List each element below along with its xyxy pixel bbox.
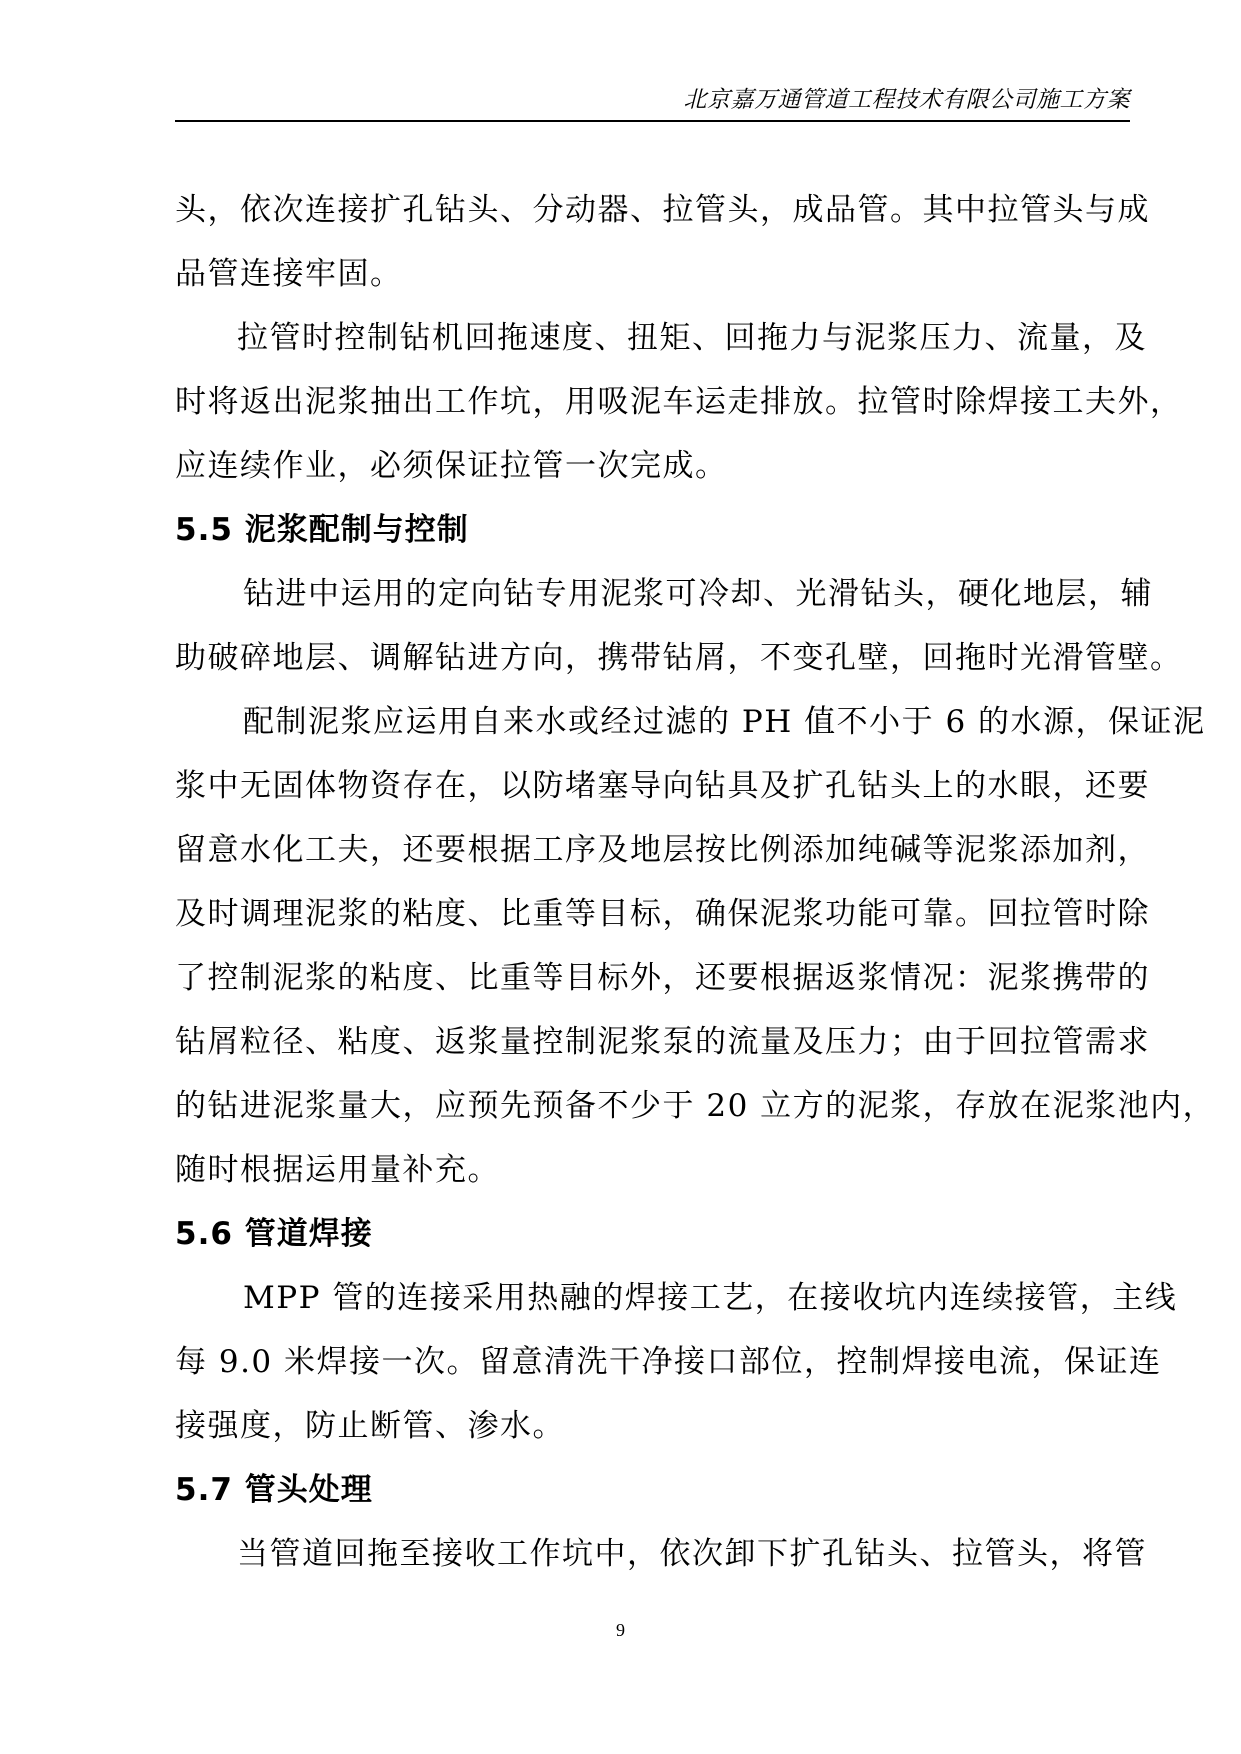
paragraph-line: MPP 管的连接采用热融的焊接工艺，在接收坑内连续接管，主线	[243, 1280, 1178, 1316]
page-number: 9	[616, 1620, 625, 1640]
paragraph-line: 浆中无固体物资存在，以防堵塞导向钻具及扩孔钻头上的水眼，还要	[175, 768, 1150, 804]
paragraph-line: 时将返出泥浆抽出工作坑，用吸泥车运走排放。拉管时除焊接工夫外，	[175, 384, 1183, 420]
paragraph-line: 了控制泥浆的粘度、比重等目标外，还要根据返浆情况：泥浆携带的	[175, 960, 1150, 996]
section-heading-5-7: 5.7 管头处理	[175, 1472, 373, 1508]
paragraph-line: 头，依次连接扩孔钻头、分动器、拉管头，成品管。其中拉管头与成	[175, 192, 1150, 228]
paragraph-line: 品管连接牢固。	[175, 256, 403, 292]
page-header	[175, 82, 1130, 122]
paragraph-line: 留意水化工夫，还要根据工序及地层按比例添加纯碱等泥浆添加剂，	[175, 832, 1150, 868]
paragraph-line: 应连续作业，必须保证拉管一次完成。	[175, 448, 728, 484]
paragraph-line: 配制泥浆应运用自来水或经过滤的 PH 值不小于 6 的水源，保证泥	[243, 704, 1206, 740]
document-body	[175, 178, 1216, 1586]
section-heading-5-6: 5.6 管道焊接	[175, 1216, 373, 1252]
paragraph-line: 的钻进泥浆量大，应预先预备不少于 20 立方的泥浆，存放在泥浆池内，	[175, 1088, 1216, 1124]
section-heading-5-5: 5.5 泥浆配制与控制	[175, 512, 469, 548]
paragraph-line: 助破碎地层、调解钻进方向，携带钻屑，不变孔壁，回拖时光滑管壁。	[175, 640, 1183, 676]
paragraph-line: 钻进中运用的定向钻专用泥浆可冷却、光滑钻头，硬化地层，辅	[243, 576, 1153, 612]
paragraph-line: 及时调理泥浆的粘度、比重等目标，确保泥浆功能可靠。回拉管时除	[175, 896, 1150, 932]
paragraph-line: 钻屑粒径、粘度、返浆量控制泥浆泵的流量及压力；由于回拉管需求	[175, 1024, 1150, 1060]
paragraph-line: 接强度，防止断管、渗水。	[175, 1408, 565, 1444]
paragraph-line: 随时根据运用量补充。	[175, 1152, 500, 1188]
paragraph-line: 每 9.0 米焊接一次。留意清洗干净接口部位，控制焊接电流，保证连	[175, 1344, 1162, 1380]
header-title: 北京嘉万通管道工程技术有限公司施工方案	[683, 87, 1130, 113]
paragraph-line: 拉管时控制钻机回拖速度、扭矩、回拖力与泥浆压力、流量，及	[237, 320, 1147, 356]
paragraph-line: 当管道回拖至接收工作坑中，依次卸下扩孔钻头、拉管头，将管	[237, 1536, 1147, 1572]
